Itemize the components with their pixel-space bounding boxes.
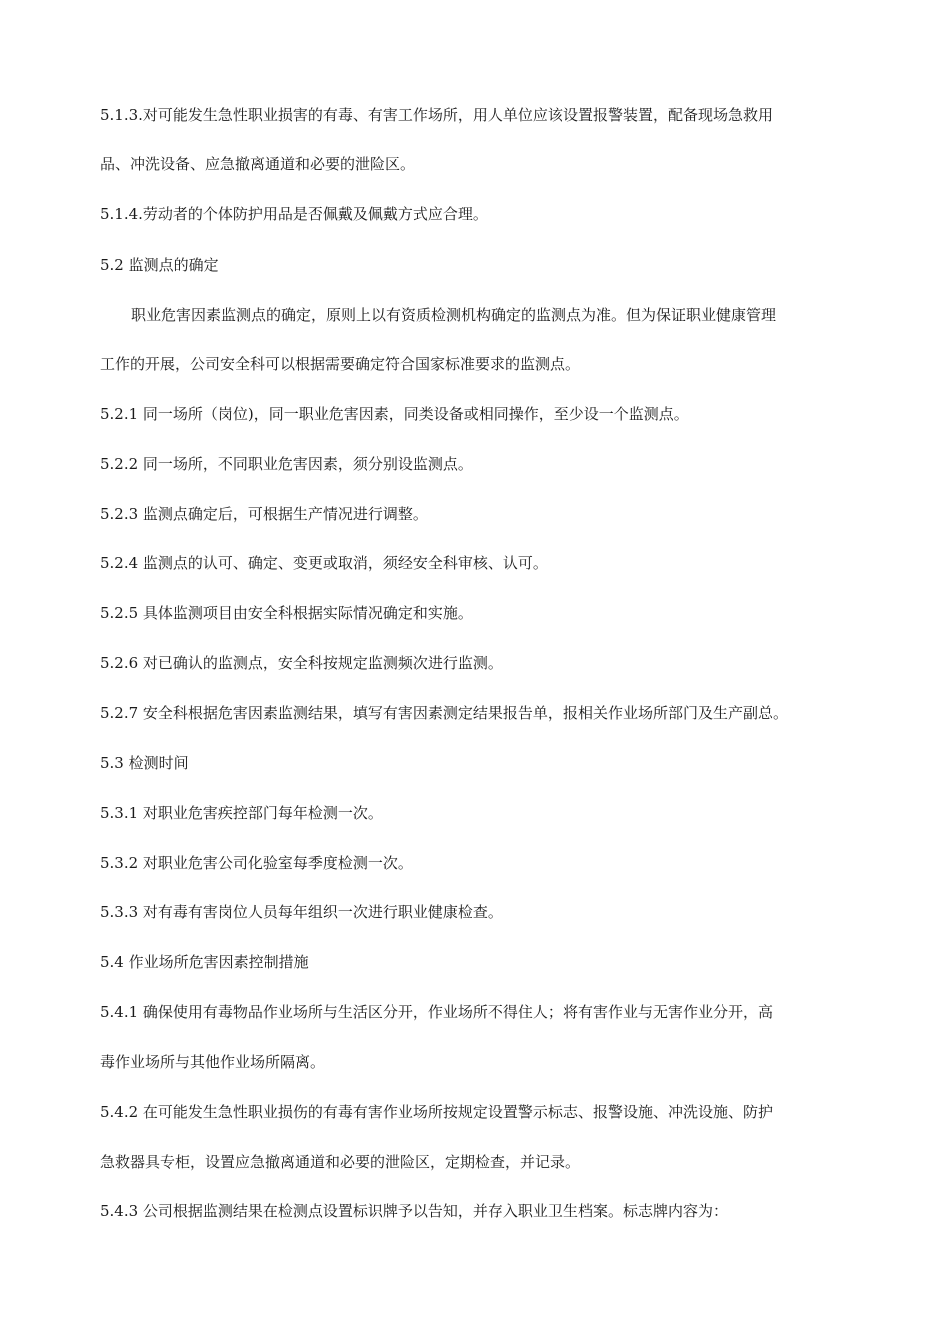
text-line: 5.4.2 在可能发生急性职业损伤的有毒有害作业场所按规定设置警示标志、报警设施、冲洗设施、防护 (100, 1103, 773, 1121)
text-line: 5.1.4.劳动者的个体防护用品是否佩戴及佩戴方式应合理。 (100, 205, 488, 223)
text-line: 5.4.1 确保使用有毒物品作业场所与生活区分开，作业场所不得住人；将有害作业与无害作业分开，高 (100, 1003, 773, 1021)
section-heading: 5.4 作业场所危害因素控制措施 (100, 953, 309, 971)
text-line: 急救器具专柜，设置应急撤离通道和必要的泄险区，定期检查，并记录。 (100, 1153, 581, 1171)
text-line: 5.2.4 监测点的认可、确定、变更或取消，须经安全科审核、认可。 (100, 554, 548, 572)
text-line: 毒作业场所与其他作业场所隔离。 (100, 1053, 326, 1071)
text-line: 5.2.3 监测点确定后，可根据生产情况进行调整。 (100, 505, 428, 523)
text-line: 5.4.3 公司根据监测结果在检测点设置标识牌予以告知，并存入职业卫生档案。标志牌内容为： (100, 1202, 728, 1220)
text-line: 工作的开展，公司安全科可以根据需要确定符合国家标准要求的监测点。 (100, 355, 581, 373)
text-line: 5.2.1 同一场所（岗位)，同一职业危害因素，同类设备或相同操作，至少设一个监测点。 (100, 405, 689, 423)
text-line: 5.1.3.对可能发生急性职业损害的有毒、有害工作场所，用人单位应该设置报警装置，配备现场急救用 (100, 106, 773, 124)
text-line: 职业危害因素监测点的确定，原则上以有资质检测机构确定的监测点为准。但为保证职业健康管理 (131, 306, 777, 324)
section-heading: 5.3 检测时间 (100, 754, 189, 772)
text-line: 品、冲洗设备、应急撤离通道和必要的泄险区。 (100, 155, 416, 173)
text-line: 5.3.2 对职业危害公司化验室每季度检测一次。 (100, 854, 413, 872)
text-line: 5.3.1 对职业危害疾控部门每年检测一次。 (100, 804, 383, 822)
text-line: 5.2.6 对已确认的监测点，安全科按规定监测频次进行监测。 (100, 654, 503, 672)
section-heading: 5.2 监测点的确定 (100, 256, 219, 274)
text-line: 5.2.7 安全科根据危害因素监测结果，填写有害因素测定结果报告单，报相关作业场所部门及生产副总。 (100, 704, 788, 722)
text-line: 5.2.2 同一场所，不同职业危害因素，须分别设监测点。 (100, 455, 473, 473)
text-line: 5.2.5 具体监测项目由安全科根据实际情况确定和实施。 (100, 604, 473, 622)
text-line: 5.3.3 对有毒有害岗位人员每年组织一次进行职业健康检查。 (100, 903, 503, 921)
